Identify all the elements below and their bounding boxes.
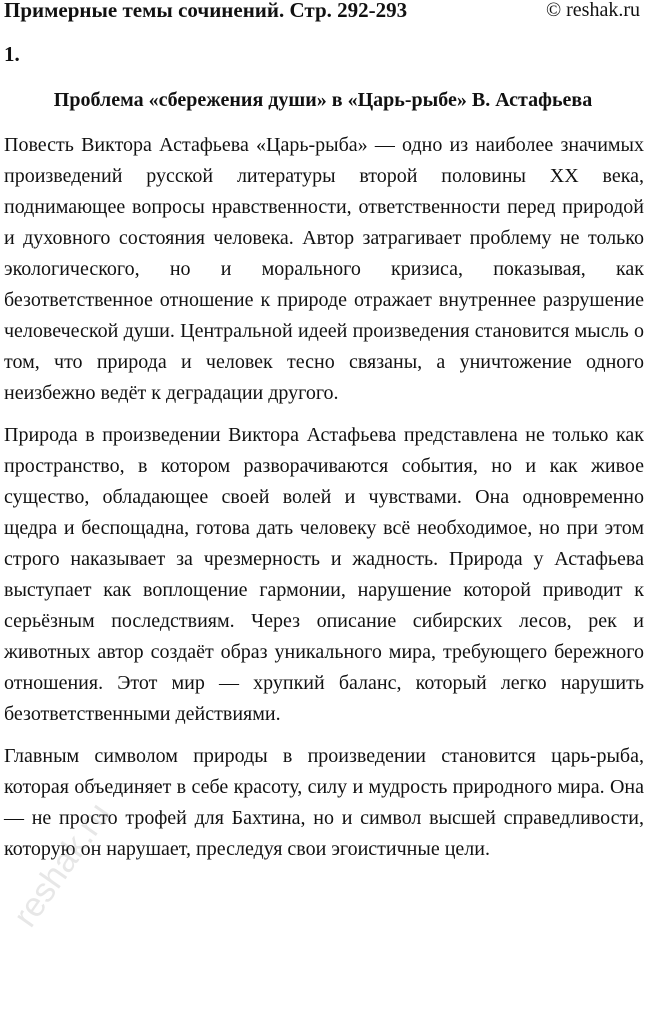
task-number: 1. (4, 42, 20, 66)
essay-body (4, 130, 644, 876)
page-header (0, 0, 646, 30)
essay-paragraph-1: Повесть Виктора Астафьева «Царь-рыба» — одно из наиболее значимых произведений русской литературы второй половины XX века, поднимающее вопросы нравственности, ответственности перед природой и духовного состояния человека. Автор затрагивает проблему не только экологического, но и морального кризиса, показывая, как безответственное отношение к природе отражает внутреннее разрушение человеческой души. Центральной идеей произведения становится мысль о том, что природа и человек тесно связаны, а уничтожение одного неизбежно ведёт к деградации другого. (4, 134, 644, 404)
page-title: Примерные темы сочинений. Стр. 292-293 (4, 0, 408, 22)
site-credit: © reshak.ru (545, 0, 640, 21)
watermark: reshak.ru (6, 795, 119, 934)
essay-title: Проблема «сбережения души» в «Царь-рыбе» В. Астафьева (53, 89, 593, 111)
essay-paragraph-2: Природа в произведении Виктора Астафьева представлена не только как пространство, в котором разворачиваются события, но и как живое существо, обладающее своей волей и чувствами. Она одновременно щедра и беспощадна, готова дать человеку всё необходимое, но при этом строго наказывает за чрезмерность и жадность. Природа у Астафьева выступает как воплощение гармонии, нарушение которой приводит к серьёзным последствиям. Через описание сибирских лесов, рек и животных автор создаёт образ уникального мира, требующего бережного отношения. Этот мир — хрупкий баланс, который легко нарушить безответственными действиями. (4, 424, 644, 725)
essay-paragraph-3: Главным символом природы в произведении становится царь-рыба, которая объединяет в себе красоту, силу и мудрость природного мира. Она — не просто трофей для Бахтина, но и символ высшей справедливости, которую он нарушает, преследуя свои эгоистичные цели. (4, 745, 644, 860)
